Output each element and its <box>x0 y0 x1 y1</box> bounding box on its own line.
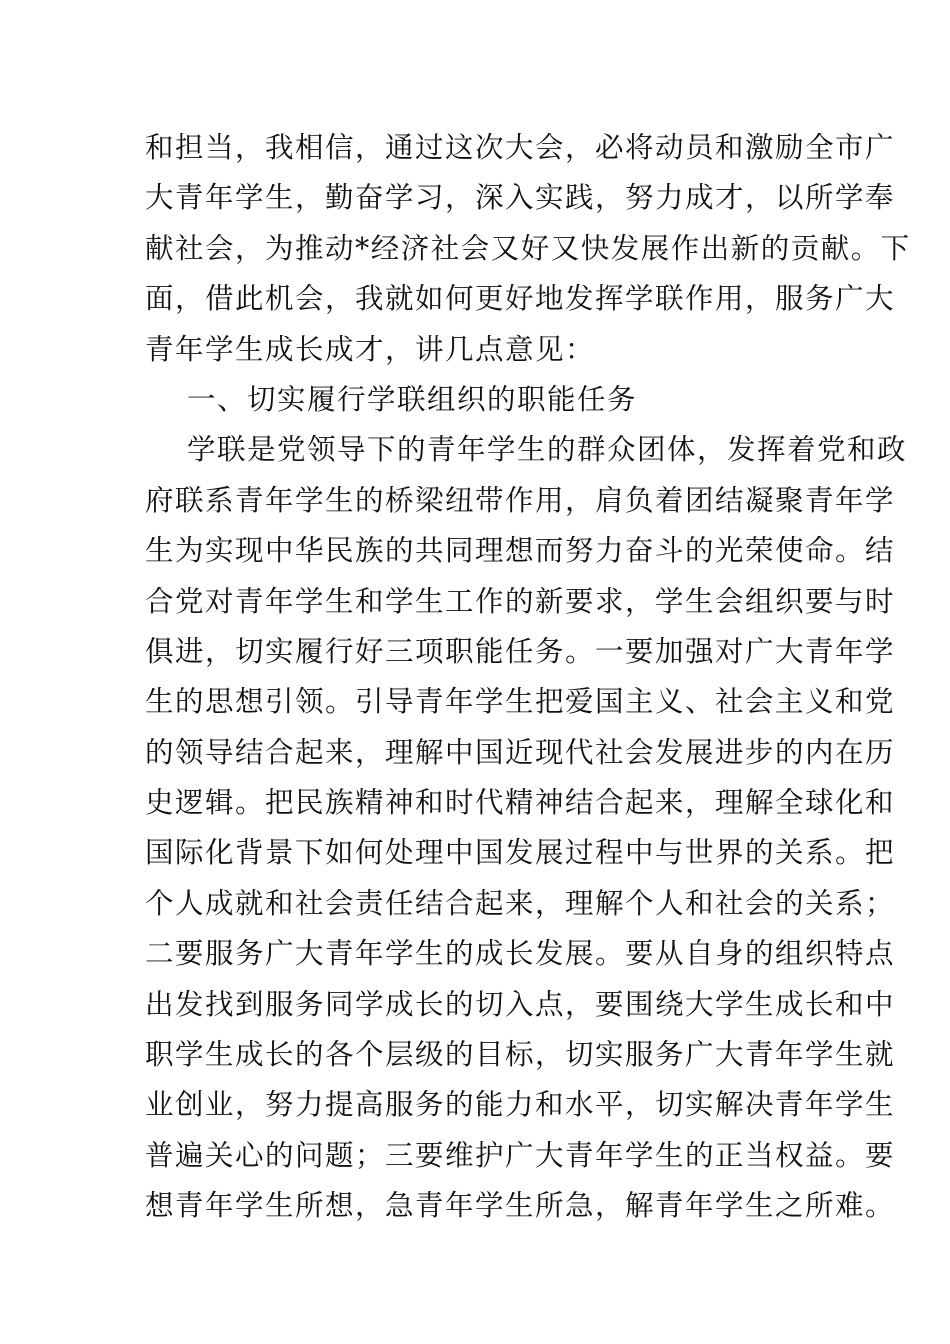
text-line: 出发找到服务同学成长的切入点，要围绕大学生成长和中 <box>145 987 896 1021</box>
text-line: 合党对青年学生和学生工作的新要求，学生会组织要与时 <box>145 584 896 618</box>
text-line: 职学生成长的各个层级的目标，切实服务广大青年学生就 <box>145 1038 896 1072</box>
text-line: 国际化背景下如何处理中国发展过程中与世界的关系。把 <box>145 836 896 870</box>
text-line: 史逻辑。把民族精神和时代精神结合起来，理解全球化和 <box>145 786 896 820</box>
text-line: 俱进，切实履行好三项职能任务。一要加强对广大青年学 <box>145 634 896 668</box>
text-line: 生的思想引领。引导青年学生把爱国主义、社会主义和党 <box>145 685 896 719</box>
text-line: 献社会，为推动*经济社会又好又快发展作出新的贡献。下 <box>145 231 911 265</box>
text-line: 学联是党领导下的青年学生的群众团体，发挥着党和政 <box>187 433 908 467</box>
text-line: 面，借此机会，我就如何更好地发挥学联作用，服务广大 <box>145 282 896 316</box>
text-line: 府联系青年学生的桥梁纽带作用，肩负着团结凝聚青年学 <box>145 483 896 517</box>
body-text <box>145 123 911 1232</box>
text-line: 普遍关心的问题；三要维护广大青年学生的正当权益。要 <box>145 1138 896 1172</box>
text-line: 生为实现中华民族的共同理想而努力奋斗的光荣使命。结 <box>145 534 896 568</box>
text-line: 和担当，我相信，通过这次大会，必将动员和激励全市广 <box>145 131 896 164</box>
text-line: 业创业，努力提高服务的能力和水平，切实解决青年学生 <box>145 1088 896 1122</box>
text-line: 的领导结合起来，理解中国近现代社会发展进步的内在历 <box>145 735 896 769</box>
text-line: 想青年学生所想，急青年学生所急，解青年学生之所难。 <box>145 1189 896 1223</box>
text-line: 二要服务广大青年学生的成长发展。要从自身的组织特点 <box>145 937 896 971</box>
text-line: 青年学生成长成才，讲几点意见： <box>145 332 596 366</box>
text-line: 个人成就和社会责任结合起来，理解个人和社会的关系； <box>145 886 896 920</box>
text-line: 大青年学生，勤奋学习，深入实践，努力成才，以所学奉 <box>145 181 896 215</box>
section-heading: 一、切实履行学联组织的职能任务 <box>187 382 638 416</box>
